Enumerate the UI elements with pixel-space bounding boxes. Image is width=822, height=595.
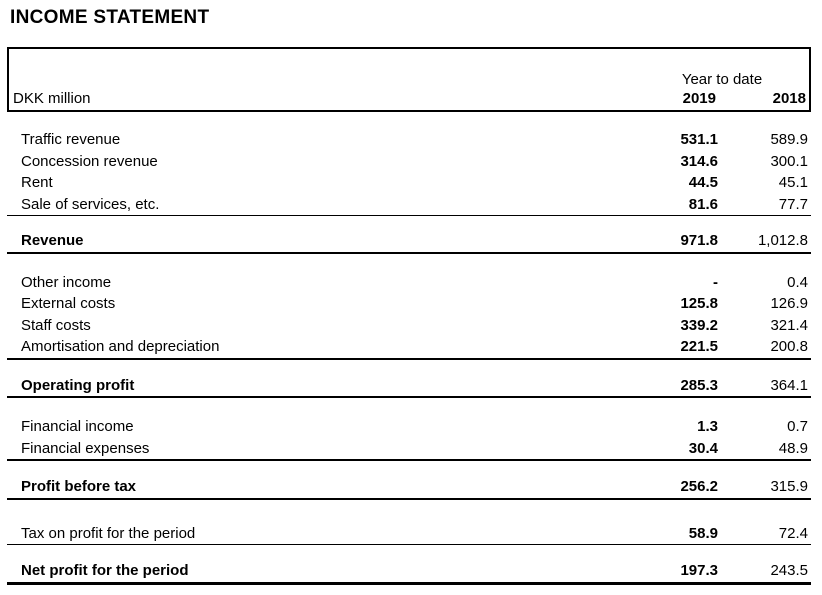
row-amortisation-depreciation — [7, 336, 811, 360]
row-external-costs — [7, 293, 811, 315]
row-rent — [7, 172, 811, 194]
value-2018: 300.1 — [770, 152, 808, 170]
table-header-box — [7, 47, 811, 112]
row-label: Tax on profit for the period — [21, 524, 196, 542]
value-2018: 243.5 — [770, 562, 808, 580]
column-header-2019: 2019 — [682, 90, 716, 107]
row-tax-on-profit — [7, 523, 811, 546]
row-label: Other income — [21, 273, 112, 291]
value-2018: 0.7 — [787, 418, 808, 436]
value-2019: 531.1 — [680, 131, 718, 149]
row-label: Profit before tax — [21, 478, 137, 496]
row-label: Rent — [21, 174, 53, 192]
value-2019: 44.5 — [688, 174, 718, 192]
value-2019: 221.5 — [680, 338, 718, 356]
value-2018: 48.9 — [778, 439, 808, 457]
row-other-income — [7, 272, 811, 294]
period-label: Year to date — [681, 71, 763, 88]
value-2019: 197.3 — [680, 562, 718, 580]
value-2019: 125.8 — [680, 295, 718, 313]
value-2019: 314.6 — [680, 152, 718, 170]
row-label: Operating profit — [21, 376, 135, 394]
year-column-headers — [638, 70, 806, 108]
value-2019: 971.8 — [680, 232, 718, 250]
row-label: Financial income — [21, 418, 134, 436]
value-2019: 58.9 — [688, 524, 718, 542]
row-financial-income — [7, 416, 811, 438]
value-2018: 315.9 — [770, 478, 808, 496]
value-2019: 30.4 — [688, 439, 718, 457]
row-net-profit-total — [7, 560, 811, 585]
row-label: Traffic revenue — [21, 131, 121, 149]
row-staff-costs — [7, 315, 811, 337]
value-2019: 256.2 — [680, 478, 718, 496]
row-label: Revenue — [21, 232, 84, 250]
value-2018: 200.8 — [770, 338, 808, 356]
column-header-2018: 2018 — [772, 90, 806, 107]
value-2018: 45.1 — [778, 174, 808, 192]
value-2019: 1.3 — [697, 418, 718, 436]
row-label: Net profit for the period — [21, 562, 189, 580]
row-label: Amortisation and depreciation — [21, 338, 220, 356]
value-2018: 126.9 — [770, 295, 808, 313]
unit-label: DKK million — [13, 90, 91, 107]
row-financial-expenses — [7, 438, 811, 462]
value-2019: 81.6 — [688, 195, 718, 213]
page-title: INCOME STATEMENT — [10, 7, 210, 28]
value-2018: 0.4 — [787, 273, 808, 291]
row-label: Sale of services, etc. — [21, 195, 160, 213]
value-2018: 77.7 — [778, 195, 808, 213]
value-2019: 339.2 — [680, 316, 718, 334]
row-label: Financial expenses — [21, 439, 150, 457]
row-concession-revenue — [7, 151, 811, 173]
income-statement-table — [7, 47, 811, 585]
row-label: Staff costs — [21, 316, 91, 334]
row-sale-of-services — [7, 194, 811, 217]
value-2018: 1,012.8 — [757, 232, 808, 250]
value-2018: 589.9 — [770, 131, 808, 149]
row-label: External costs — [21, 295, 116, 313]
row-traffic-revenue — [7, 129, 811, 151]
row-revenue-total — [7, 230, 811, 254]
row-profit-before-tax-total — [7, 476, 811, 500]
value-2018: 72.4 — [778, 524, 808, 542]
value-2018: 321.4 — [770, 316, 808, 334]
row-operating-profit-total — [7, 375, 811, 399]
value-2019: - — [713, 273, 718, 291]
value-2018: 364.1 — [770, 376, 808, 394]
row-label: Concession revenue — [21, 152, 158, 170]
value-2019: 285.3 — [680, 376, 718, 394]
